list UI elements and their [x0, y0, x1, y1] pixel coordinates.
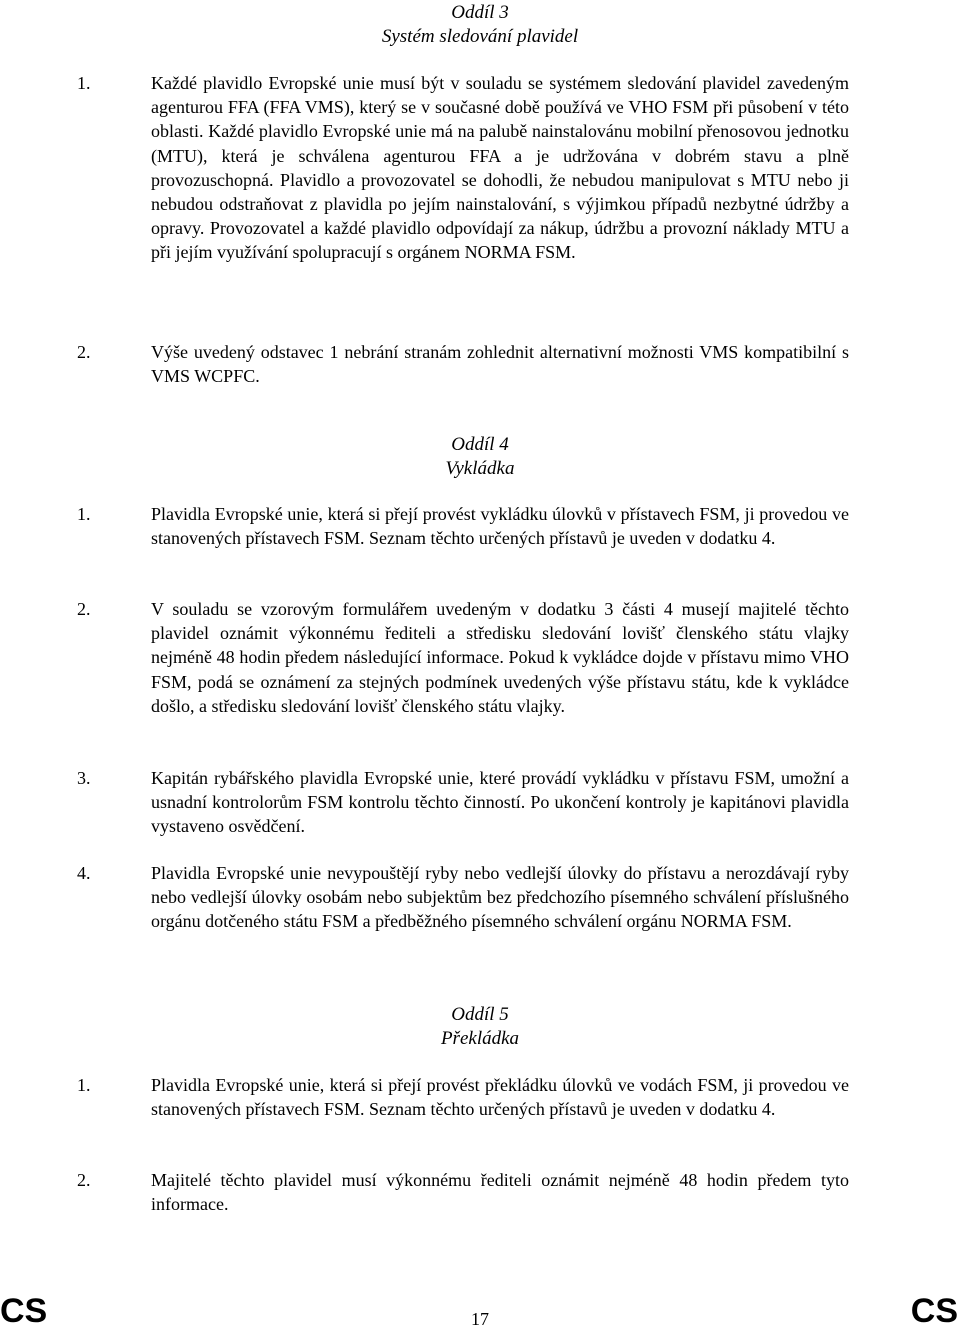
section-4-item-4-number: 4.: [77, 863, 91, 883]
footer-language-code-right: CS: [910, 1292, 958, 1330]
section-3-item-2-number: 2.: [77, 342, 91, 362]
section-4-title: Oddíl 4: [451, 434, 509, 455]
footer-language-code-left: CS: [0, 1292, 48, 1330]
section-5-subtitle: Překládka: [440, 1028, 520, 1049]
section-3-title: Oddíl 3: [451, 2, 509, 23]
section-5-item-2-text: Majitelé těchto plavidel musí výkonnému řediteli oznámit nejméně 48 hodin předem tyto informace.: [151, 1170, 849, 1215]
section-5-item-1-text: Plavidla Evropské unie, která si přejí provést překládku úlovků ve vodách FSM, ji provedou ve stanovených přístavech FSM. Seznam těchto určených přístavů je uveden v dodatku 4.: [151, 1075, 849, 1120]
section-5-title: Oddíl 5: [451, 1004, 509, 1025]
section-5-item-2-number: 2.: [77, 1170, 91, 1190]
section-4-item-1-number: 1.: [77, 504, 91, 524]
section-3-item-1-text: Každé plavidlo Evropské unie musí být v souladu se systémem sledování plavidel zavedeným agenturou FFA (FFA VMS), který se v současné době používá ve VHO FSM při působení v této oblasti. Každé plavidlo Evropské unie má na palubě nainstalovánu mobilní přenosovou jednotku (MTU), která je schválena agenturou FFA a je udržována v dobrém stavu a plně provozuschopná. Plavidlo a provozovatel se dohodli, že nebudou manipulovat s MTU nebo ji nebudou odstraňovat z plavidla po jejím nainstalování, s výjimkou případů nezbytné údržby a opravy. Provozovatel a každé plavidlo odpovídají za nákup, údržbu a provozní náklady MTU a při jejím využívání spolupracují s orgánem NORMA FSM.: [151, 73, 849, 263]
section-4-item-3-text: Kapitán rybářského plavidla Evropské unie, které provádí vykládku v přístavu FSM, umožní a usnadní kontrolorům FSM kontrolu těchto činností. Po ukončení kontroly je kapitánovi plavidla vystaveno osvědčení.: [151, 768, 849, 837]
section-3-item-2-text: Výše uvedený odstavec 1 nebrání stranám zohlednit alternativní možnosti VMS kompatibilní s VMS WCPFC.: [151, 342, 849, 387]
section-4-subtitle: Vykládka: [445, 458, 515, 479]
section-4-item-1-text: Plavidla Evropské unie, která si přejí provést vykládku úlovků v přístavech FSM, ji provedou ve stanovených přístavech FSM. Seznam těchto určených přístavů je uveden v dodatku 4.: [151, 504, 849, 549]
section-4-item-2-text: V souladu se vzorovým formulářem uvedeným v dodatku 3 části 4 musejí majitelé těchto plavidel oznámit výkonnému řediteli a středisku sledování lovišť členského státu vlajky nejméně 48 hodin předem následující informace. Pokud k vykládce dojde v přístavu mimo VHO FSM, podá se oznámení za stejných podmínek uvedených výše přístavu státu, kde k vykládce došlo, a středisku sledování lovišť členského státu vlajky.: [151, 599, 849, 716]
section-4-item-4-text: Plavidla Evropské unie nevypouštějí ryby nebo vedlejší úlovky do přístavu a nerozdávají ryby nebo vedlejší úlovky osobám nebo subjektům bez předchozího písemného schválení příslušného orgánu dotčeného státu FSM a předběžného písemného schválení orgánu NORMA FSM.: [151, 863, 849, 932]
page-number: 17: [471, 1309, 489, 1329]
section-3-subtitle: Systém sledování plavidel: [381, 26, 579, 47]
section-3-item-1-number: 1.: [77, 73, 91, 93]
section-4-item-3-number: 3.: [77, 768, 91, 788]
section-5-item-1-number: 1.: [77, 1075, 91, 1095]
section-4-item-2-number: 2.: [77, 599, 91, 619]
